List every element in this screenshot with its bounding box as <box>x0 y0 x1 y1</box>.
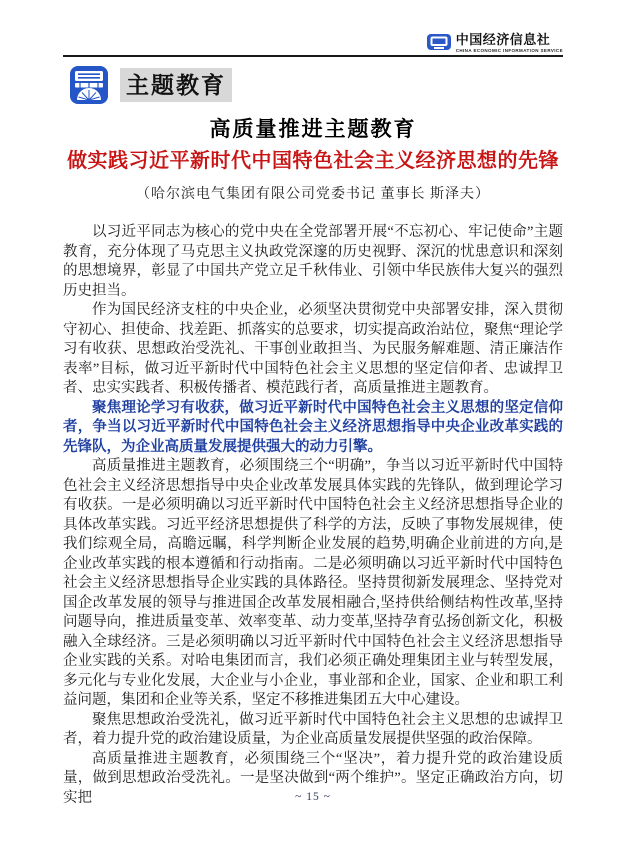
ceis-monitor-icon <box>427 34 451 53</box>
paragraph-3-emphasis: 聚焦理论学习有收获，做习近平新时代中国特色社会主义思想的坚定信仰者，争当以习近平新时代中国特色社会主义经济思想指导中央企业改革实践的先锋队，为企业高质量发展提供强大的动力引擎。 <box>63 399 563 455</box>
paragraph-5: 聚焦思想政治受洗礼，做习近平新时代中国特色社会主义思想的忠诚捍卫者，着力提升党的政治建设质量，为企业高质量发展提供坚强的政治保障。 <box>63 711 563 747</box>
page-number: ~ 15 ~ <box>295 791 331 803</box>
paragraph-4: 高质量推进主题教育，必须围绕三个“明确”，争当以习近平新时代中国特色社会主义经济思想指导中央企业改革发展具体实践的先锋队，做到理论学习有收获。一是必须明确以习近平新时代中国特色社会主义经济思想指导企业的具体改革实践。习近平经济思想提供了科学的方法，反映了事物发展规律，使我们综观全局，高瞻远瞩，科学判断企业发展的趋势,明确企业前进的方向,是企业改革实践的根本遵循和行动指南。二是必须明确以习近平新时代中国特色社会主义经济思想指导企业实践的具体路径。坚持贯彻新发展理念、坚持党对国企改革发展的领导与推进国企改革发展相融合,坚持供给侧结构性改革,坚持问题导向，推进质量变革、效率变革、动力变革,坚持孕育弘扬创新文化，积极融入全球经济。三是必须明确以习近平新时代中国特色社会主义经济思想指导企业实践的关系。对哈电集团而言，我们必须正确处理集团主业与转型发展，多元化与专业化发展，大企业与小企业，事业部和企业，国家、企业和职工利益问题，集团和企业等关系，坚定不移推进集团五大中心建设。 <box>63 458 563 708</box>
article-subtitle: 做实践习近平新时代中国特色社会主义经济思想的先锋 <box>67 150 559 172</box>
paragraph-1: 以习近平同志为核心的党中央在全党部署开展“不忘初心、牢记使命”主题教育，充分体现了马克思主义执政党深邃的历史视野、深沉的忧患意识和深刻的思想境界，彰显了中国共产党立足千秋伟业、引领中华民族伟大复兴的强烈历史担当。 <box>63 224 563 299</box>
brand-text <box>456 33 563 53</box>
section-badge-row <box>70 66 232 104</box>
article-title: 高质量推进主题教育 <box>209 118 417 141</box>
section-badge-label: 主题教育 <box>120 68 232 102</box>
paragraph-6: 高质量推进主题教育，必须围绕三个“坚决”，着力提升党的政治建设质量，做到思想政治受洗礼。一是坚决做到“两个维护”。坚定正确政治方向，切实把 <box>63 750 563 806</box>
brand-subtext: CHINA ECONOMIC INFORMATION SERVICE <box>455 48 563 53</box>
header-rule <box>63 55 563 57</box>
xinhua-app-icon <box>70 66 108 104</box>
paragraph-2: 作为国民经济支柱的中央企业，必须坚决贯彻党中央部署安排，深入贯彻守初心、担使命、找差距、抓落实的总要求，切实提高政治站位，聚焦“理论学习有收获、思想政治受洗礼、干事创业敢担当、为民服务解难题、清正廉洁作表率”目标，做习近平新时代中国特色社会主义思想的坚定信仰者、忠诚捍卫者、忠实实践者、积极传播者、模范践行者，高质量推进主题教育。 <box>63 302 563 396</box>
brand-name: 中国经济信息社 <box>455 32 551 47</box>
article-body <box>63 223 563 808</box>
article-byline: （哈尔滨电气集团有限公司党委书记 董事长 斯泽夫） <box>136 187 490 202</box>
brand-logo <box>427 33 563 53</box>
